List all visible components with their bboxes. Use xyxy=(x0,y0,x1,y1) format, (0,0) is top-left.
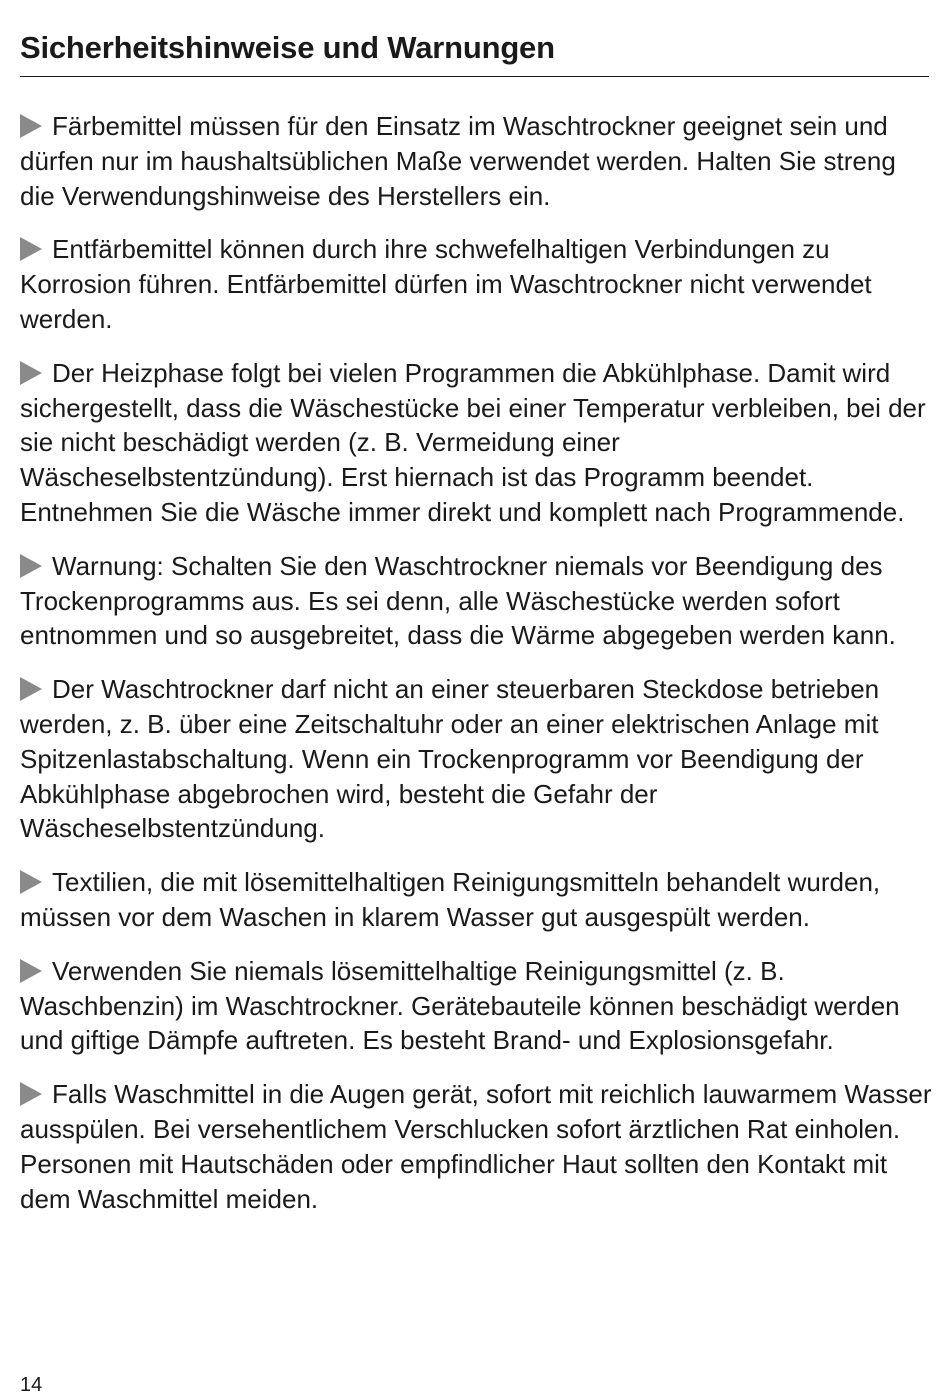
safety-note-text: Färbemittel müssen für den Einsatz im Waschtrockner geeignet sein und dürfen nur im haushaltsüblichen Maße verwendet werden. Halten Sie streng die Verwendungshinweise des Herstellers ein. xyxy=(20,111,896,211)
page-title: Sicherheitshinweise und Warnungen xyxy=(20,30,555,65)
triangle-right-icon xyxy=(20,554,42,578)
safety-note xyxy=(20,232,932,336)
safety-note xyxy=(20,672,932,846)
safety-note-text: Entfärbemittel können durch ihre schwefelhaltigen Verbindungen zu Korrosion führen. Entfärbemittel dürfen im Waschtrockner nicht verwendet werden. xyxy=(20,234,872,334)
triangle-right-icon xyxy=(20,361,42,385)
safety-note-text: Textilien, die mit lösemittelhaltigen Reinigungsmitteln behandelt wurden, müssen vor dem Waschen in klarem Wasser gut ausgespült werden. xyxy=(20,867,881,932)
triangle-right-icon xyxy=(20,677,42,701)
title-divider xyxy=(20,76,929,77)
triangle-right-icon xyxy=(20,114,42,138)
safety-notes-list xyxy=(20,109,932,1235)
triangle-right-icon xyxy=(20,959,42,983)
triangle-right-icon xyxy=(20,870,42,894)
safety-note-text: Der Waschtrockner darf nicht an einer steuerbaren Steckdose betrieben werden, z. B. über eine Zeitschaltuhr oder an einer elektrischen Anlage mit Spitzenlastabschaltung. Wenn ein Trockenprogramm vor Beendigung der Abkühlphase abgebrochen wird, besteht die Gefahr der Wäscheselbstentzündung. xyxy=(20,674,880,844)
page-number: 14 xyxy=(20,1374,43,1396)
safety-note-text: Falls Waschmittel in die Augen gerät, sofort mit reichlich lauwarmem Wasser ausspülen. Bei versehentlichem Verschlucken sofort ärztlichen Rat einholen. Personen mit Hautschäden oder empfindlicher Haut sollten den Kontakt mit dem Waschmittel meiden. xyxy=(20,1079,932,1214)
safety-note-text: Der Heizphase folgt bei vielen Programmen die Abkühlphase. Damit wird sichergestellt, dass die Wäschestücke bei einer Temperatur verbleiben, bei der sie nicht beschädigt werden (z. B. Vermeidung einer Wäscheselbstentzündung). Erst hiernach ist das Programm beendet. Entnehmen Sie die Wäsche immer direkt und komplett nach Programmende. xyxy=(20,357,926,527)
safety-note xyxy=(20,356,932,530)
safety-note xyxy=(20,549,932,653)
safety-note xyxy=(20,109,932,213)
safety-note xyxy=(20,1077,932,1216)
safety-note xyxy=(20,865,932,935)
triangle-right-icon xyxy=(20,237,42,261)
safety-note xyxy=(20,954,932,1058)
safety-note-text: Verwenden Sie niemals lösemittelhaltige Reinigungsmittel (z. B. Waschbenzin) im Waschtrockner. Gerätebauteile können beschädigt werden und giftige Dämpfe auftreten. Es besteht Brand- und Explosionsgefahr. xyxy=(20,955,900,1056)
triangle-right-icon xyxy=(20,1082,42,1106)
safety-note-text: Warnung: Schalten Sie den Waschtrockner niemals vor Beendigung des Trockenprogramms aus. Es sei denn, alle Wäschestücke werden sofort entnommen und so ausgebreitet, dass die Wärme abgegeben werden kann. xyxy=(20,550,896,651)
